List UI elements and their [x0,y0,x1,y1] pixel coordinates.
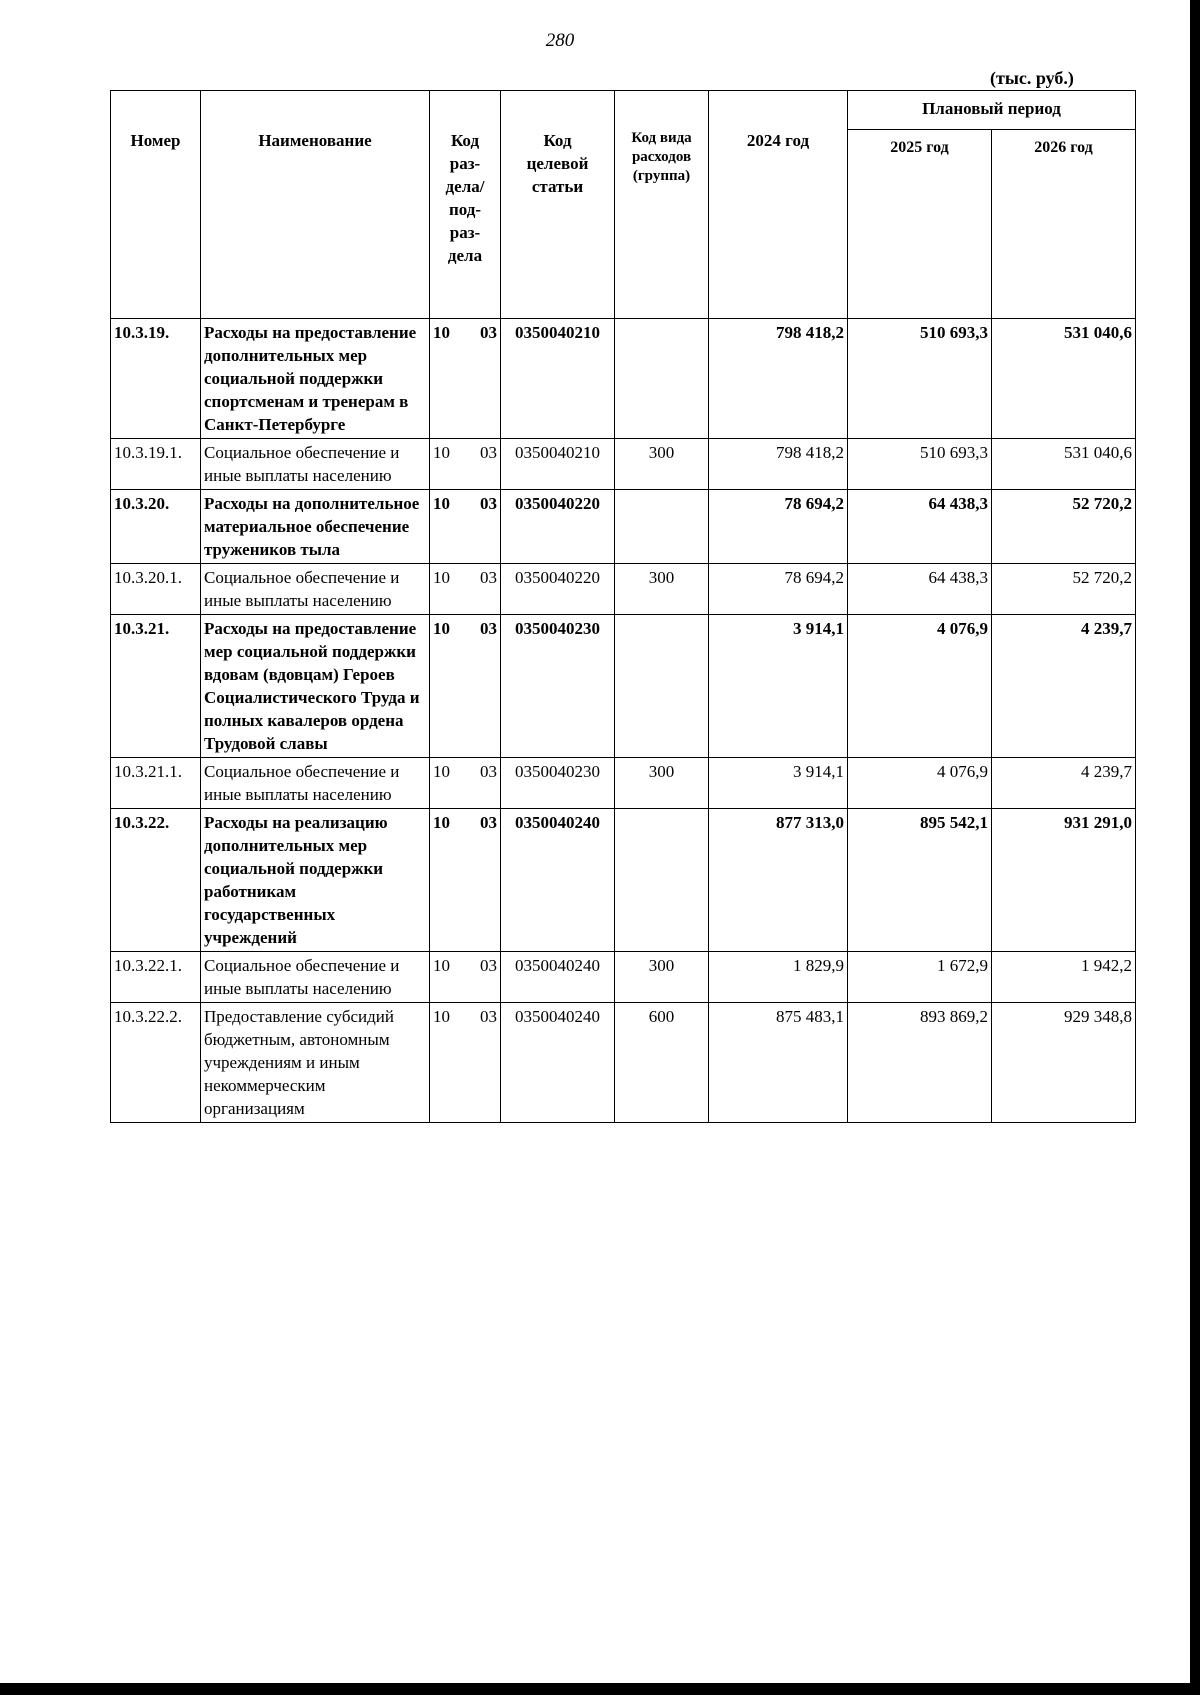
row-razdel-podrazdel [430,758,501,809]
row-2024: 1 829,9 [709,952,848,1003]
row-name: Расходы на предоставление мер социальной поддержки вдовам (вдовцам) Героев Социалистического Труда и полных кавалеров ордена Трудовой славы [201,615,430,758]
row-razdel: 10 [433,494,450,513]
row-razdel-podrazdel [430,809,501,952]
row-2024: 78 694,2 [709,490,848,564]
row-2025: 64 438,3 [848,490,992,564]
row-2025: 4 076,9 [848,615,992,758]
row-celevaya: 0350040230 [501,758,615,809]
row-razdel-podrazdel [430,952,501,1003]
row-vid: 300 [615,564,709,615]
page-number: 280 [545,30,575,51]
row-2026: 531 040,6 [992,439,1136,490]
row-2026: 52 720,2 [992,490,1136,564]
row-razdel: 10 [433,443,450,462]
row-2025: 510 693,3 [848,439,992,490]
row-name: Социальное обеспечение и иные выплаты населению [201,439,430,490]
row-number: 10.3.22. [111,809,201,952]
table-row [111,439,1136,490]
row-razdel: 10 [433,956,450,975]
row-2025: 893 869,2 [848,1003,992,1123]
row-podrazdel: 03 [480,323,497,342]
row-razdel: 10 [433,813,450,832]
row-vid [615,615,709,758]
table-row [111,319,1136,439]
col-header-2025: 2025 год [848,130,992,319]
row-vid [615,490,709,564]
row-podrazdel: 03 [480,568,497,587]
table-row [111,758,1136,809]
row-vid [615,809,709,952]
row-2025: 4 076,9 [848,758,992,809]
row-celevaya: 0350040210 [501,439,615,490]
table-row [111,564,1136,615]
row-number: 10.3.19.1. [111,439,201,490]
row-celevaya: 0350040240 [501,1003,615,1123]
row-vid [615,319,709,439]
row-podrazdel: 03 [480,956,497,975]
col-header-kod-celevoi: Код целевой статьи [501,91,615,319]
row-podrazdel: 03 [480,619,497,638]
row-2026: 1 942,2 [992,952,1136,1003]
row-2024: 798 418,2 [709,439,848,490]
row-name: Социальное обеспечение и иные выплаты населению [201,952,430,1003]
row-name: Социальное обеспечение и иные выплаты населению [201,758,430,809]
row-celevaya: 0350040240 [501,809,615,952]
col-header-nomer: Номер [111,91,201,319]
row-podrazdel: 03 [480,1007,497,1026]
row-name: Расходы на дополнительное материальное обеспечение тружеников тыла [201,490,430,564]
col-header-name: Наименование [201,91,430,319]
page-right-border [1190,0,1200,1695]
row-podrazdel: 03 [480,494,497,513]
row-razdel: 10 [433,619,450,638]
table-body [111,319,1136,1123]
row-number: 10.3.20.1. [111,564,201,615]
table-row [111,490,1136,564]
row-2026: 4 239,7 [992,758,1136,809]
units-label: (тыс. руб.) [990,68,1074,88]
row-podrazdel: 03 [480,443,497,462]
table-header-row [111,91,1136,130]
row-2025: 510 693,3 [848,319,992,439]
row-name: Расходы на реализацию дополнительных мер социальной поддержки работникам государственных учреждений [201,809,430,952]
col-header-kod-vida: Код вида расходов (группа) [615,91,709,319]
row-number: 10.3.21.1. [111,758,201,809]
row-razdel-podrazdel [430,615,501,758]
table-row [111,952,1136,1003]
row-2024: 877 313,0 [709,809,848,952]
row-razdel-podrazdel [430,319,501,439]
row-number: 10.3.20. [111,490,201,564]
col-header-kod-razdela: Код раз- дела/ под- раз- дела [430,91,501,319]
row-razdel-podrazdel [430,490,501,564]
row-celevaya: 0350040220 [501,564,615,615]
row-2025: 64 438,3 [848,564,992,615]
row-razdel: 10 [433,568,450,587]
row-podrazdel: 03 [480,762,497,781]
row-razdel-podrazdel [430,564,501,615]
row-name: Предоставление субсидий бюджетным, автономным учреждениям и иным некоммерческим организациям [201,1003,430,1123]
row-razdel: 10 [433,323,450,342]
row-2024: 3 914,1 [709,758,848,809]
budget-table [110,90,1136,1123]
page-bottom-border [0,1683,1200,1695]
row-2025: 895 542,1 [848,809,992,952]
row-razdel: 10 [433,762,450,781]
row-celevaya: 0350040210 [501,319,615,439]
table-row [111,1003,1136,1123]
row-celevaya: 0350040240 [501,952,615,1003]
row-vid: 300 [615,952,709,1003]
row-2026: 52 720,2 [992,564,1136,615]
row-2025: 1 672,9 [848,952,992,1003]
col-header-2026: 2026 год [992,130,1136,319]
row-celevaya: 0350040220 [501,490,615,564]
row-number: 10.3.22.1. [111,952,201,1003]
row-2024: 3 914,1 [709,615,848,758]
row-2024: 798 418,2 [709,319,848,439]
row-number: 10.3.19. [111,319,201,439]
row-number: 10.3.22.2. [111,1003,201,1123]
row-vid: 300 [615,439,709,490]
row-vid: 300 [615,758,709,809]
row-razdel-podrazdel [430,1003,501,1123]
row-name: Расходы на предоставление дополнительных мер социальной поддержки спортсменам и тренерам в Санкт-Петербурге [201,319,430,439]
row-2024: 78 694,2 [709,564,848,615]
row-razdel-podrazdel [430,439,501,490]
row-celevaya: 0350040230 [501,615,615,758]
col-header-2024: 2024 год [709,91,848,319]
table-row [111,809,1136,952]
row-2026: 929 348,8 [992,1003,1136,1123]
row-2024: 875 483,1 [709,1003,848,1123]
row-2026: 931 291,0 [992,809,1136,952]
row-name: Социальное обеспечение и иные выплаты населению [201,564,430,615]
row-podrazdel: 03 [480,813,497,832]
row-number: 10.3.21. [111,615,201,758]
row-razdel: 10 [433,1007,450,1026]
row-2026: 531 040,6 [992,319,1136,439]
col-header-plan-period: Плановый период [848,91,1136,130]
table-row [111,615,1136,758]
row-vid: 600 [615,1003,709,1123]
row-2026: 4 239,7 [992,615,1136,758]
